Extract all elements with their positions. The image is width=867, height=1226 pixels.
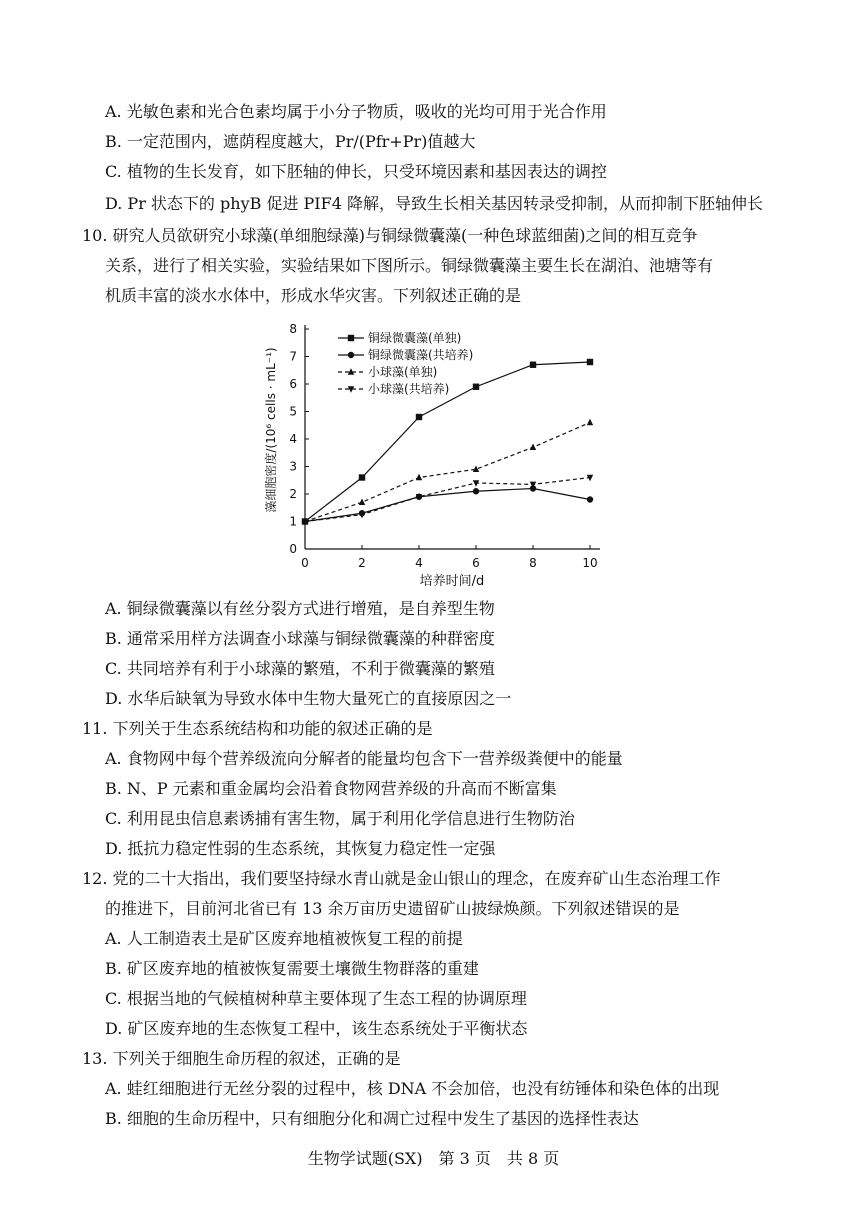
chart-point	[473, 488, 479, 494]
q10-option-a: A. 铜绿微囊藻以有丝分裂方式进行增殖，是自养型生物	[105, 599, 495, 618]
q9-option-c: C. 植物的生长发育，如下胚轴的伸长，只受环境因素和基因表达的调控	[105, 162, 607, 181]
chart-legend-marker	[348, 352, 354, 358]
chart-legend-label: 铜绿微囊藻(共培养)	[368, 348, 474, 362]
q12-stem-line-2: 的推进下，目前河北省已有 13 余万亩历史遗留矿山披绿焕颜。下列叙述错误的是	[105, 899, 680, 918]
q11-option-a: A. 食物网中每个营养级流向分解者的能量均包含下一营养级粪便中的能量	[105, 749, 623, 768]
q10-option-c: C. 共同培养有利于小球藻的繁殖，不利于微囊藻的繁殖	[105, 659, 495, 678]
chart-point	[530, 444, 536, 450]
chart-point	[359, 474, 365, 480]
q10-stem-line-1: 10. 研究人员欲研究小球藻(单细胞绿藻)与铜绿微囊藻(一种色球蓝细菌)之间的相互竞争	[82, 226, 698, 245]
q13-option-b: B. 细胞的生命历程中，只有细胞分化和凋亡过程中发生了基因的选择性表达	[105, 1109, 639, 1128]
chart-point	[587, 419, 593, 425]
q11-option-b: B. N、P 元素和重金属均会沿着食物网营养级的升高而不断富集	[105, 779, 557, 798]
algae-density-chart	[255, 315, 615, 595]
q10-option-d: D. 水华后缺氧为导致水体中生物大量死亡的直接原因之一	[105, 689, 512, 708]
chart-point	[416, 414, 422, 420]
q11-option-c: C. 利用昆虫信息素诱捕有害生物，属于利用化学信息进行生物防治	[105, 809, 575, 828]
chart-y-tick-label: 1	[289, 514, 297, 529]
q9-option-d: D. Pr 状态下的 phyB 促进 PIF4 降解，导致生长相关基因转录受抑制，从而抑制下胚轴伸长	[105, 194, 763, 213]
chart-x-tick-label: 0	[301, 556, 309, 570]
chart-y-tick-label: 2	[289, 487, 297, 501]
chart-y-axis-label: 藻细胞密度/(10⁶ cells · mL⁻¹)	[264, 347, 278, 513]
chart-point	[473, 384, 479, 390]
q12-option-a: A. 人工制造表土是矿区废弃地植被恢复工程的前提	[105, 929, 463, 948]
q11-stem: 11. 下列关于生态系统结构和功能的叙述正确的是	[82, 719, 433, 738]
chart-legend-label: 小球藻(共培养)	[368, 382, 450, 396]
q10-option-b: B. 通常采用样方法调查小球藻与铜绿微囊藻的种群密度	[105, 629, 495, 648]
chart-x-tick-label: 8	[529, 556, 537, 570]
q10-stem-line-3: 机质丰富的淡水水体中，形成水华灾害。下列叙述正确的是	[105, 286, 522, 305]
q12-stem-line-1: 12. 党的二十大指出，我们要坚持绿水青山就是金山银山的理念，在废弃矿山生态治理工作	[82, 869, 721, 888]
q9-option-a: A. 光敏色素和光合色素均属于小分子物质，吸收的光均可用于光合作用	[105, 102, 607, 121]
q12-option-c: C. 根据当地的气候植树种草主要体现了生态工程的协调原理	[105, 989, 527, 1008]
chart-x-tick-label: 10	[582, 556, 598, 570]
chart-point	[359, 499, 365, 505]
q11-option-d: D. 抵抗力稳定性弱的生态系统，其恢复力稳定性一定强	[105, 839, 496, 858]
q12-option-b: B. 矿区废弃地的植被恢复需要土壤微生物群落的重建	[105, 959, 479, 978]
chart-y-tick-label: 4	[289, 432, 297, 446]
page-footer: 生物学试题(SX) 第 3 页 共 8 页	[307, 1149, 560, 1168]
chart-point	[587, 496, 593, 502]
chart-point	[587, 359, 593, 365]
chart-x-tick-label: 4	[415, 556, 423, 570]
chart-y-tick-label: 7	[289, 349, 297, 364]
chart-x-tick-label: 6	[472, 556, 480, 570]
chart-y-tick-label: 5	[289, 404, 297, 419]
chart-y-tick-label: 0	[289, 542, 297, 556]
q12-option-d: D. 矿区废弃地的生态恢复工程中，该生态系统处于平衡状态	[105, 1019, 528, 1038]
chart-y-tick-label: 6	[289, 377, 297, 391]
q10-stem-line-2: 关系，进行了相关实验，实验结果如下图所示。铜绿微囊藻主要生长在湖泊、池塘等有	[105, 256, 714, 275]
chart-y-tick-label: 3	[289, 459, 297, 474]
chart-x-axis-label: 培养时间/d	[419, 574, 485, 589]
q9-option-b: B. 一定范围内，遮荫程度越大，Pr/(Pfr+Pr)值越大	[105, 132, 476, 151]
chart-y-tick-label: 8	[289, 322, 297, 336]
chart-series-line-3	[305, 423, 590, 522]
chart-x-tick-label: 2	[358, 556, 366, 570]
chart-legend-label: 小球藻(单独)	[368, 365, 438, 379]
chart-legend-marker	[348, 335, 354, 341]
q13-option-a: A. 蛙红细胞进行无丝分裂的过程中，核 DNA 不会加倍，也没有纺锤体和染色体的出现	[105, 1079, 720, 1098]
chart-point	[416, 474, 422, 480]
chart-legend-label: 铜绿微囊藻(单独)	[368, 331, 462, 345]
q13-stem: 13. 下列关于细胞生命历程的叙述，正确的是	[82, 1049, 401, 1068]
chart-point	[530, 362, 536, 368]
